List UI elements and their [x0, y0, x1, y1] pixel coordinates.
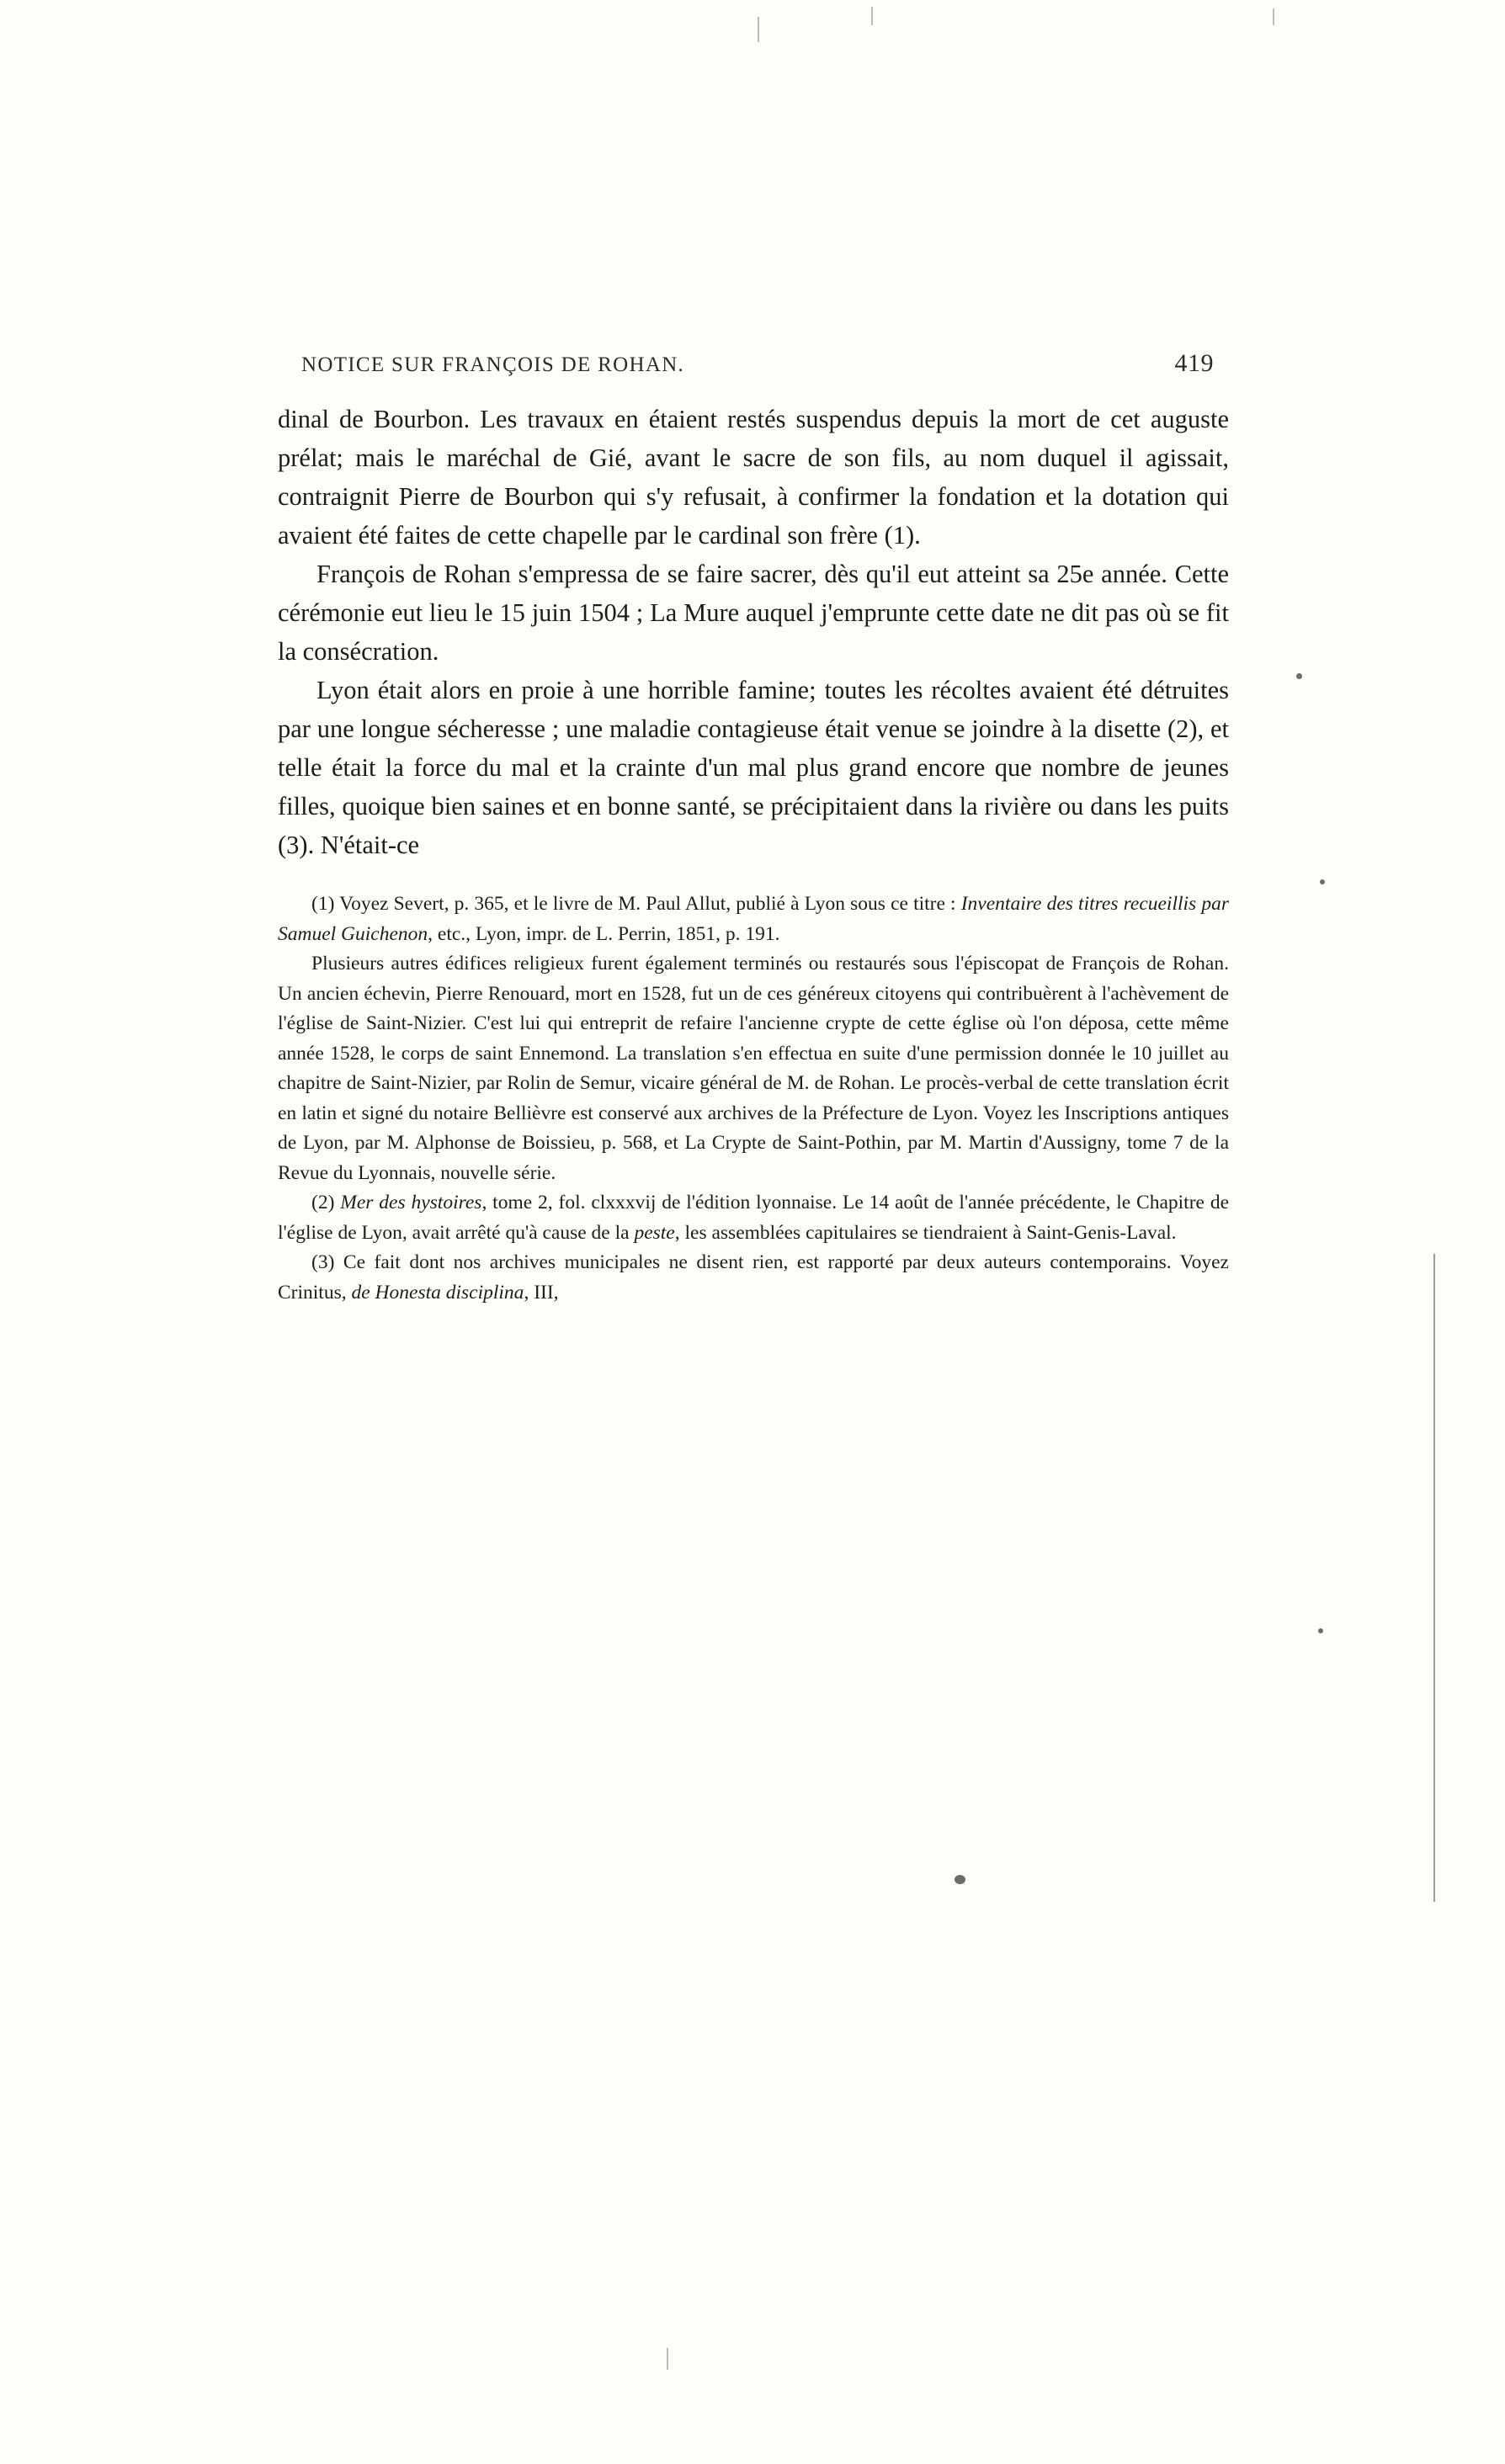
footnote-1 [278, 889, 1229, 949]
footnote-title-italic: Inventaire des titres recueillis par Samuel Guichenon [278, 893, 1229, 945]
footnote-title-italic: de Honesta disciplina [351, 1281, 524, 1304]
footnotes-block [278, 889, 1229, 1308]
scan-hairline [871, 7, 873, 25]
footnote-1-continuation: Plusieurs autres édifices religieux furent également terminés ou restaurés sous l'épiscopat de François de Rohan. Un ancien échevin, Pierre Renouard, mort en 1528, fut un de ces généreux citoyens qui contribuèrent à l'achèvement de l'église de Saint-Nizier. C'est lui qui entreprit de refaire l'ancienne crypte de cette église où l'on déposa, cette même année 1528, le corps de saint Ennemond. La translation s'en effectua en suite d'une permission donnée le 10 juillet au chapitre de Saint-Nizier, par Rolin de Semur, vicaire général de M. de Rohan. Le procès-verbal de cette translation écrit en latin et signé du notaire Bellièvre est conservé aux archives de la Préfecture de Lyon. Voyez les Inscriptions antiques de Lyon, par M. Alphonse de Boissieu, p. 568, et La Crypte de Saint-Pothin, par M. Martin d'Aussigny, tome 7 de la Revue du Lyonnais, nouvelle série. [278, 953, 1229, 1184]
footnote-emphasis: peste [634, 1221, 675, 1244]
footnote-text: Voyez Severt, p. 365, et le livre de M. Paul Allut, publié à Lyon sous ce titre : Inventaire des titres recueillis par Samuel Guichenon, etc., Lyon, impr. de L. Perrin, 1851, p. 191. [278, 893, 1229, 945]
running-head-title: NOTICE SUR FRANÇOIS DE ROHAN. [301, 353, 685, 376]
footnote-marker: (2) [311, 1192, 335, 1213]
footnote-marker: (1) [311, 893, 335, 915]
scan-edge-line [1433, 1254, 1435, 1902]
footnote-3: (3) Ce fait dont nos archives municipales ne disent rien, est rapporté par deux auteurs contemporains. Voyez Crinitus, de Honesta disciplina, III, [278, 1251, 1229, 1304]
paragraph: Lyon était alors en proie à une horrible famine; toutes les récoltes avaient été détruites par une longue sécheresse ; une maladie contagieuse était venue se joindre à la disette (2), et telle était la force du mal et la crainte d'un mal plus grand encore que nombre de jeunes filles, quoique bien saines et en bonne santé, se précipitaient dans la rivière ou dans les puits (3). N'était-ce [278, 676, 1229, 859]
footnote-2: (2) Mer des hystoires, tome 2, fol. clxxxvij de l'édition lyonnaise. Le 14 août de l'année précédente, le Chapitre de l'église de Lyon, avait arrêté qu'à cause de la peste, les assemblées capitulaires se tiendraient à Saint-Genis-Laval. [278, 1192, 1229, 1244]
paragraph: dinal de Bourbon. Les travaux en étaient restés suspendus depuis la mort de cet auguste prélat; mais le maréchal de Gié, avant le sacre de son fils, au nom duquel il agissait, contraignit Pierre de Bourbon qui s'y refusait, à confirmer la fondation et la dotation qui avaient été faites de cette chapelle par le cardinal son frère (1). [278, 405, 1229, 550]
page-number: 419 [1174, 349, 1214, 377]
page-content [278, 349, 1229, 1308]
scan-speck [1320, 879, 1325, 884]
scan-speck [1296, 673, 1302, 679]
paragraph: François de Rohan s'empressa de se faire sacrer, dès qu'il eut atteint sa 25e année. Cette cérémonie eut lieu le 15 juin 1504 ; La Mure auquel j'emprunte cette date ne dit pas où se fit la consécration. [278, 560, 1229, 666]
scan-hairline [1273, 8, 1274, 25]
body-text [278, 400, 1229, 864]
footnote-title-italic: Mer des hystoires [340, 1192, 482, 1213]
scan-speck [1318, 1628, 1323, 1633]
scan-hairline [667, 2348, 668, 2370]
footnote-marker: (3) [311, 1251, 335, 1273]
running-head [278, 349, 1229, 378]
scan-speck [955, 1875, 965, 1884]
scan-hairline [758, 17, 759, 42]
